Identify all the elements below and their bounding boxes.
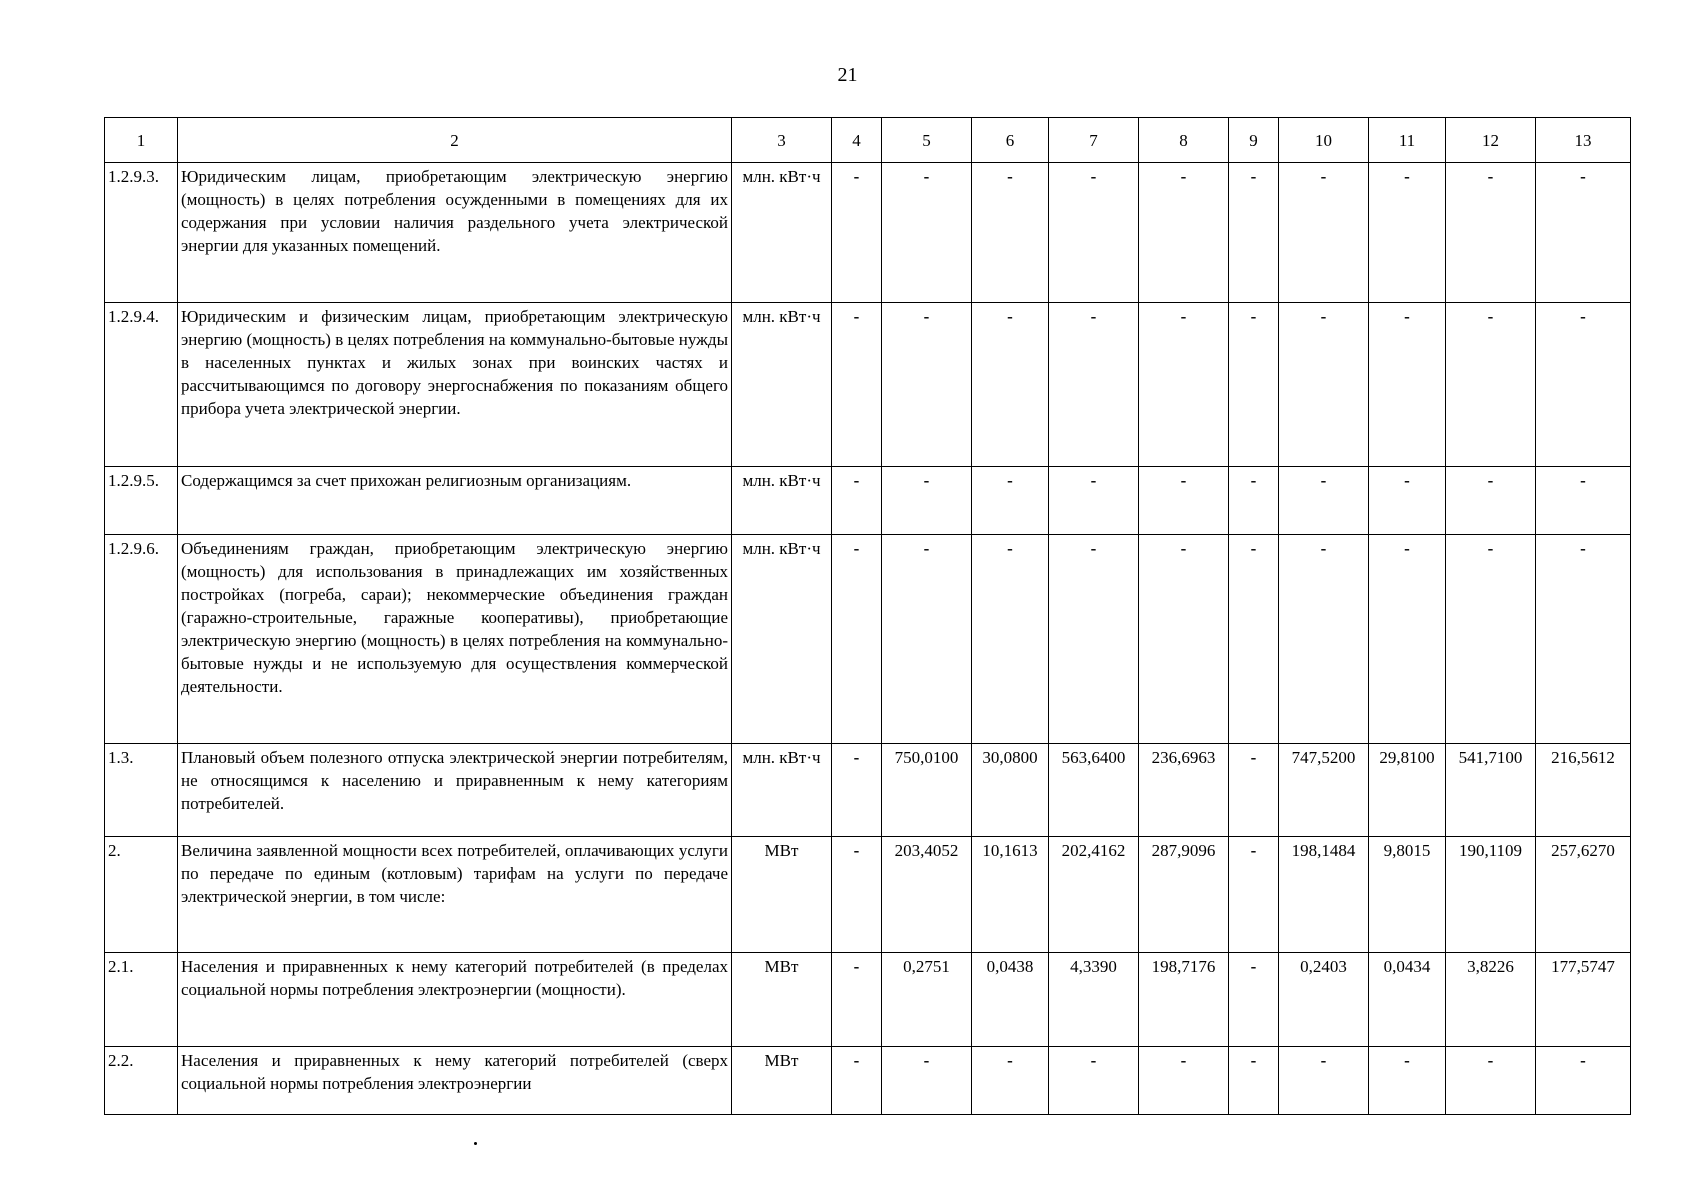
value-cell: - (1369, 163, 1446, 303)
value-cell: - (1536, 1047, 1631, 1115)
value-cell: 236,6963 (1139, 744, 1229, 837)
value-cell: - (1369, 467, 1446, 535)
column-header: 8 (1139, 118, 1229, 163)
row-unit: млн. кВт·ч (732, 163, 832, 303)
value-cell: 198,1484 (1279, 837, 1369, 953)
row-number: 1.2.9.6. (105, 535, 178, 744)
value-cell: 190,1109 (1446, 837, 1536, 953)
value-cell: - (1536, 535, 1631, 744)
value-cell: 0,2751 (882, 953, 972, 1047)
value-cell: 202,4162 (1049, 837, 1139, 953)
value-cell: 203,4052 (882, 837, 972, 953)
column-header: 10 (1279, 118, 1369, 163)
value-cell: - (1369, 303, 1446, 467)
value-cell: - (972, 1047, 1049, 1115)
row-description: Содержащимся за счет прихожан религиозным организациям. (178, 467, 732, 535)
value-cell: - (1049, 163, 1139, 303)
row-description: Населения и приравненных к нему категорий потребителей (сверх социальной нормы потребления электроэнергии (178, 1047, 732, 1115)
row-unit: МВт (732, 953, 832, 1047)
value-cell: 3,8226 (1446, 953, 1536, 1047)
value-cell: 563,6400 (1049, 744, 1139, 837)
table-row (105, 163, 1631, 303)
row-number: 1.2.9.3. (105, 163, 178, 303)
value-cell: - (1279, 467, 1369, 535)
row-unit: МВт (732, 1047, 832, 1115)
value-cell: - (972, 467, 1049, 535)
column-header: 7 (1049, 118, 1139, 163)
value-cell: 287,9096 (1139, 837, 1229, 953)
value-cell: - (882, 163, 972, 303)
value-cell: - (1279, 303, 1369, 467)
value-cell: - (1049, 535, 1139, 744)
value-cell: 216,5612 (1536, 744, 1631, 837)
value-cell: - (832, 535, 882, 744)
row-description: Величина заявленной мощности всех потребителей, оплачивающих услуги по передаче по единым (котловым) тарифам на услуги по передаче электрической энергии, в том числе: (178, 837, 732, 953)
value-cell: - (1446, 303, 1536, 467)
value-cell: 0,0434 (1369, 953, 1446, 1047)
row-description: Юридическим и физическим лицам, приобретающим электрическую энергию (мощность) в целях потребления на коммунально-бытовые нужды в населенных пунктах и жилых зонах при воинских частях и рассчитывающимся по договору энергоснабжения по показаниям общего прибора учета электрической энергии. (178, 303, 732, 467)
value-cell: - (832, 1047, 882, 1115)
column-header: 3 (732, 118, 832, 163)
table-row (105, 467, 1631, 535)
value-cell: - (1229, 744, 1279, 837)
table-row (105, 303, 1631, 467)
table-row (105, 837, 1631, 953)
row-number: 2.1. (105, 953, 178, 1047)
value-cell: - (1446, 535, 1536, 744)
value-cell: 29,8100 (1369, 744, 1446, 837)
value-cell: - (1139, 1047, 1229, 1115)
value-cell: - (1229, 837, 1279, 953)
value-cell: - (1536, 163, 1631, 303)
column-header: 11 (1369, 118, 1446, 163)
value-cell: - (972, 163, 1049, 303)
value-cell: - (832, 744, 882, 837)
value-cell: 0,0438 (972, 953, 1049, 1047)
value-cell: - (1229, 953, 1279, 1047)
value-cell: - (1279, 1047, 1369, 1115)
value-cell: - (1229, 163, 1279, 303)
value-cell: - (1536, 303, 1631, 467)
column-header: 4 (832, 118, 882, 163)
value-cell: 0,2403 (1279, 953, 1369, 1047)
value-cell: - (972, 535, 1049, 744)
value-cell: - (832, 837, 882, 953)
row-number: 2.2. (105, 1047, 178, 1115)
row-number: 1.2.9.4. (105, 303, 178, 467)
column-header: 13 (1536, 118, 1631, 163)
value-cell: - (1139, 467, 1229, 535)
value-cell: - (1446, 467, 1536, 535)
value-cell: 30,0800 (972, 744, 1049, 837)
page-number: 21 (837, 64, 858, 86)
column-header: 6 (972, 118, 1049, 163)
row-unit: млн. кВт·ч (732, 535, 832, 744)
value-cell: - (832, 163, 882, 303)
column-header: 1 (105, 118, 178, 163)
value-cell: - (1279, 163, 1369, 303)
data-table (104, 117, 1631, 1115)
value-cell: 9,8015 (1369, 837, 1446, 953)
row-description: Объединениям граждан, приобретающим электрическую энергию (мощность) для использования в принадлежащих им хозяйственных постройках (погреба, сараи); некоммерческие объединения граждан (гаражно-строительные, гаражные кооперативы), приобретающие электрическую энергию (мощность) в целях потребления на коммунально-бытовые нужды и не используемую для осуществления коммерческой деятельности. (178, 535, 732, 744)
value-cell: - (882, 1047, 972, 1115)
value-cell: 541,7100 (1446, 744, 1536, 837)
row-number: 1.2.9.5. (105, 467, 178, 535)
table-row (105, 953, 1631, 1047)
value-cell: 198,7176 (1139, 953, 1229, 1047)
value-cell: - (1446, 1047, 1536, 1115)
value-cell: - (1229, 467, 1279, 535)
row-description: Плановый объем полезного отпуска электрической энергии потребителям, не относящимся к населению и приравненным к нему категориям потребителей. (178, 744, 732, 837)
column-header: 9 (1229, 118, 1279, 163)
value-cell: - (882, 535, 972, 744)
value-cell: - (1369, 1047, 1446, 1115)
value-cell: - (1049, 303, 1139, 467)
row-unit: млн. кВт·ч (732, 467, 832, 535)
row-description: Населения и приравненных к нему категорий потребителей (в пределах социальной нормы потребления электроэнергии (мощности). (178, 953, 732, 1047)
value-cell: 257,6270 (1536, 837, 1631, 953)
value-cell: - (1229, 303, 1279, 467)
stray-dot (474, 1142, 477, 1145)
column-header: 5 (882, 118, 972, 163)
value-cell: - (832, 953, 882, 1047)
value-cell: - (882, 467, 972, 535)
value-cell: - (832, 303, 882, 467)
value-cell: 747,5200 (1279, 744, 1369, 837)
value-cell: - (832, 467, 882, 535)
table-row (105, 1047, 1631, 1115)
table-row (105, 535, 1631, 744)
row-number: 1.3. (105, 744, 178, 837)
row-unit: млн. кВт·ч (732, 303, 832, 467)
column-header: 2 (178, 118, 732, 163)
value-cell: 177,5747 (1536, 953, 1631, 1047)
column-header: 12 (1446, 118, 1536, 163)
value-cell: - (882, 303, 972, 467)
value-cell: 10,1613 (972, 837, 1049, 953)
row-description: Юридическим лицам, приобретающим электрическую энергию (мощность) в целях потребления осужденными в помещениях для их содержания при условии наличия раздельного учета электрической энергии для указанных помещений. (178, 163, 732, 303)
value-cell: - (1536, 467, 1631, 535)
value-cell: 750,0100 (882, 744, 972, 837)
value-cell: - (972, 303, 1049, 467)
value-cell: - (1279, 535, 1369, 744)
row-unit: млн. кВт·ч (732, 744, 832, 837)
value-cell: - (1139, 163, 1229, 303)
table-row (105, 744, 1631, 837)
value-cell: - (1446, 163, 1536, 303)
value-cell: - (1229, 1047, 1279, 1115)
row-unit: МВт (732, 837, 832, 953)
value-cell: - (1139, 303, 1229, 467)
row-number: 2. (105, 837, 178, 953)
value-cell: - (1229, 535, 1279, 744)
value-cell: 4,3390 (1049, 953, 1139, 1047)
value-cell: - (1049, 467, 1139, 535)
value-cell: - (1139, 535, 1229, 744)
table-header-row (105, 118, 1631, 163)
value-cell: - (1049, 1047, 1139, 1115)
value-cell: - (1369, 535, 1446, 744)
